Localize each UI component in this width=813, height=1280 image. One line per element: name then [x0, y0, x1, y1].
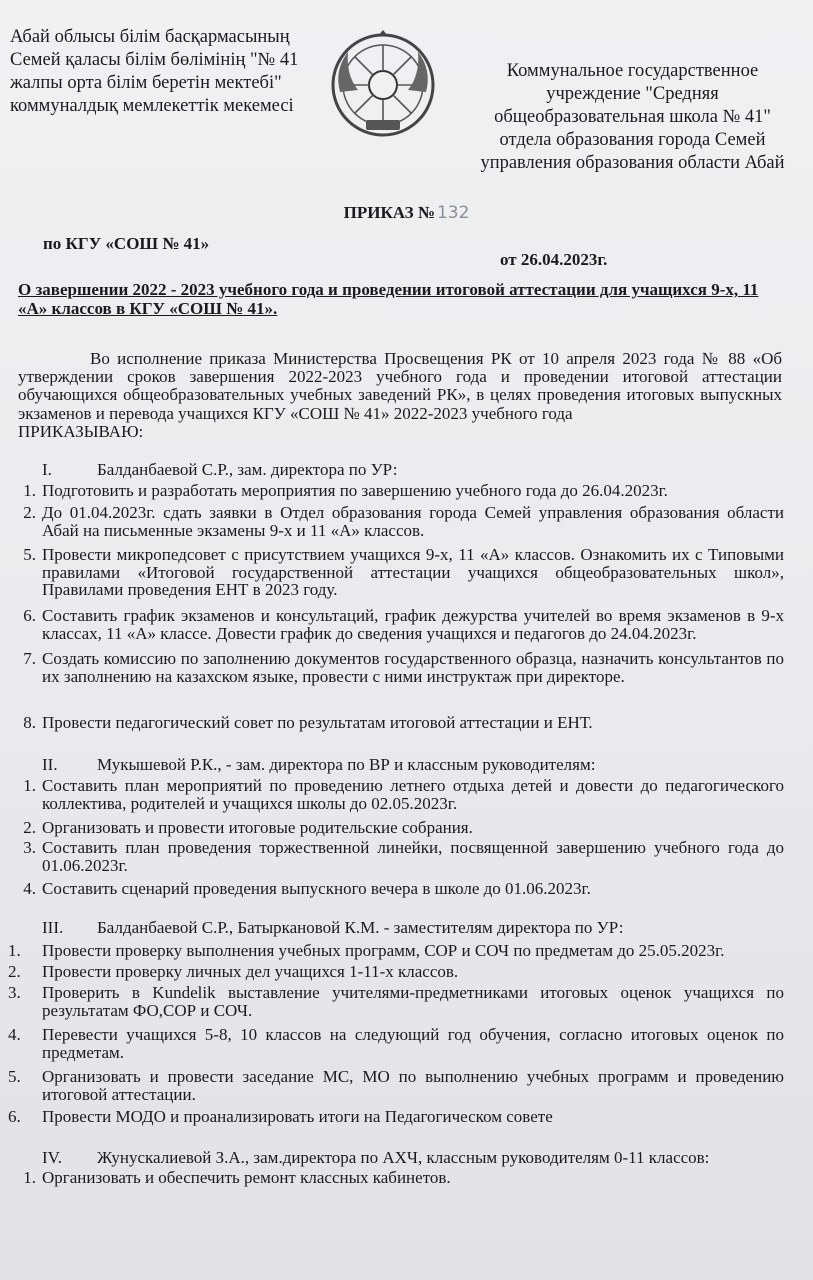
item-number: 5. — [23, 545, 36, 564]
section-number: I. — [42, 460, 52, 479]
item-number: 3. — [8, 983, 21, 1002]
item-text: Составить сценарий проведения выпускного вечера в школе до 01.06.2023г. — [42, 879, 591, 898]
item-text: Провести педагогический совет по результатам итоговой аттестации и ЕНТ. — [42, 713, 593, 732]
item-number: 6. — [23, 606, 36, 625]
item-number: 1. — [23, 776, 36, 795]
order-date: от 26.04.2023г. — [500, 250, 608, 269]
section-title: Мукышевой Р.К., - зам. директора по ВР и классным руководителям: — [97, 755, 596, 774]
item-number: 3. — [23, 838, 36, 857]
section-heading — [42, 755, 595, 775]
item-number: 8. — [23, 713, 36, 732]
header-kazakh-line: жалпы орта білім беретін мектебі" — [10, 73, 282, 93]
item-number: 5. — [8, 1067, 21, 1086]
header-kazakh-line: Абай облысы білім басқармасының — [10, 27, 290, 47]
header-russian-line: управления образования области Абай — [480, 153, 785, 173]
item-number: 1. — [23, 481, 36, 500]
item-text: Перевести учащихся 5-8, 10 классов на следующий год обучения, согласно итоговых оценок по предметам. — [42, 1025, 784, 1062]
item-text: Составить график экзаменов и консультаций, график дежурства учителей во время экзаменов в 9-х классах, 11 «А» классе. Довести график до сведения учащихся и педагогов до 24.04.2023г. — [42, 606, 784, 643]
item-text: Составить план проведения торжественной линейки, посвященной завершению учебного года до 01.06.2023г. — [42, 838, 784, 875]
item-text: Составить план мероприятий по проведению летнего отдыха детей и довести до педагогического коллектива, родителей и учащихся школы до 02.05.2023г. — [42, 776, 784, 813]
item-number: 2. — [23, 503, 36, 522]
item-text: До 01.04.2023г. сдать заявки в Отдел образования города Семей управления образования области Абай на письменные экзамены 9-х и 11 «А» классов. — [42, 503, 784, 540]
order-subject: О завершении 2022 - 2023 учебного года и проведении итоговой аттестации для учащихся 9-х, 11 «А» классов в КГУ «СОШ № 41». — [18, 280, 759, 318]
order-title — [0, 203, 813, 223]
section-heading — [42, 918, 624, 938]
section-title: Балданбаевой С.Р., Батыркановой К.М. - заместителям директора по УР: — [97, 918, 624, 937]
header-russian-line: отдела образования города Семей — [499, 130, 766, 150]
section-number: IV. — [42, 1148, 62, 1167]
item-number: 1. — [23, 1168, 36, 1187]
kazakhstan-state-emblem-icon — [328, 30, 438, 140]
item-number: 6. — [8, 1107, 21, 1126]
section-heading — [42, 460, 397, 480]
order-directive: ПРИКАЗЫВАЮ: — [18, 422, 144, 441]
item-text: Проверить в Kundelik выставление учителями-предметниками итоговых оценок учащихся по результатам ФО,СОР и СОЧ. — [42, 983, 784, 1020]
item-number: 4. — [23, 879, 36, 898]
order-issuer: по КГУ «СОШ № 41» — [43, 234, 210, 253]
header-russian-line: учреждение "Средняя — [546, 84, 719, 104]
item-number: 4. — [8, 1025, 21, 1044]
order-intro: Во исполнение приказа Министерства Просвещения РК от 10 апреля 2023 года № 88 «Об утверждении сроков завершения 2022-2023 учебного года и проведении итоговой аттестации обучающихся общеобразовательных учебных заведений РК», в целях проведения итоговых выпускных экзаменов и перевода учащихся КГУ «СОШ № 41» 2022-2023 учебного года — [18, 349, 782, 423]
item-text: Организовать и провести итоговые родительские собрания. — [42, 818, 473, 837]
header-kazakh-line: Семей қаласы білім бөлімінің "№ 41 — [10, 50, 299, 70]
item-number: 2. — [23, 818, 36, 837]
item-text: Подготовить и разработать мероприятия по завершению учебного года до 26.04.2023г. — [42, 481, 668, 500]
item-text: Провести проверку выполнения учебных программ, СОР и СОЧ по предметам до 25.05.2023г. — [42, 941, 725, 960]
item-text: Организовать и провести заседание МС, МО по выполнению учебных программ и проведению итоговой аттестации. — [42, 1067, 784, 1104]
item-number: 2. — [8, 962, 21, 981]
item-text: Провести МОДО и проанализировать итоги на Педагогическом совете — [42, 1107, 553, 1126]
item-number: 7. — [23, 649, 36, 668]
header-russian-line: общеобразовательная школа № 41" — [494, 107, 771, 127]
section-title: Балданбаевой С.Р., зам. директора по УР: — [97, 460, 398, 479]
order-number: 132 — [436, 203, 470, 223]
item-text: Организовать и обеспечить ремонт классных кабинетов. — [42, 1168, 451, 1187]
item-text: Провести микропедсовет с присутствием учащихся 9-х, 11 «А» классов. Ознакомить их с Типовыми правилами «Итоговой государственной аттестации учащихся общеобразовательных школ», Правилами проведения ЕНТ в 2023 году. — [42, 545, 784, 600]
header-russian — [470, 60, 795, 175]
section-number: II. — [42, 755, 58, 774]
header-kazakh — [10, 26, 320, 118]
item-text: Провести проверку личных дел учащихся 1-11-х классов. — [42, 962, 459, 981]
section-number: III. — [42, 918, 64, 937]
section-title: Жунускалиевой З.А., зам.директора по АХЧ, классным руководителям 0-11 классов: — [97, 1148, 710, 1167]
header-russian-line: Коммунальное государственное — [506, 61, 759, 81]
section-heading — [42, 1148, 709, 1168]
item-text: Создать комиссию по заполнению документов государственного образца, назначить консультантов по их заполнению на казахском языке, провести с ними инструктаж при директоре. — [42, 649, 784, 686]
order-title-label: ПРИКАЗ № — [343, 203, 435, 222]
header-kazakh-line: коммуналдық мемлекеттік мекемесі — [10, 96, 294, 116]
item-number: 1. — [8, 941, 21, 960]
